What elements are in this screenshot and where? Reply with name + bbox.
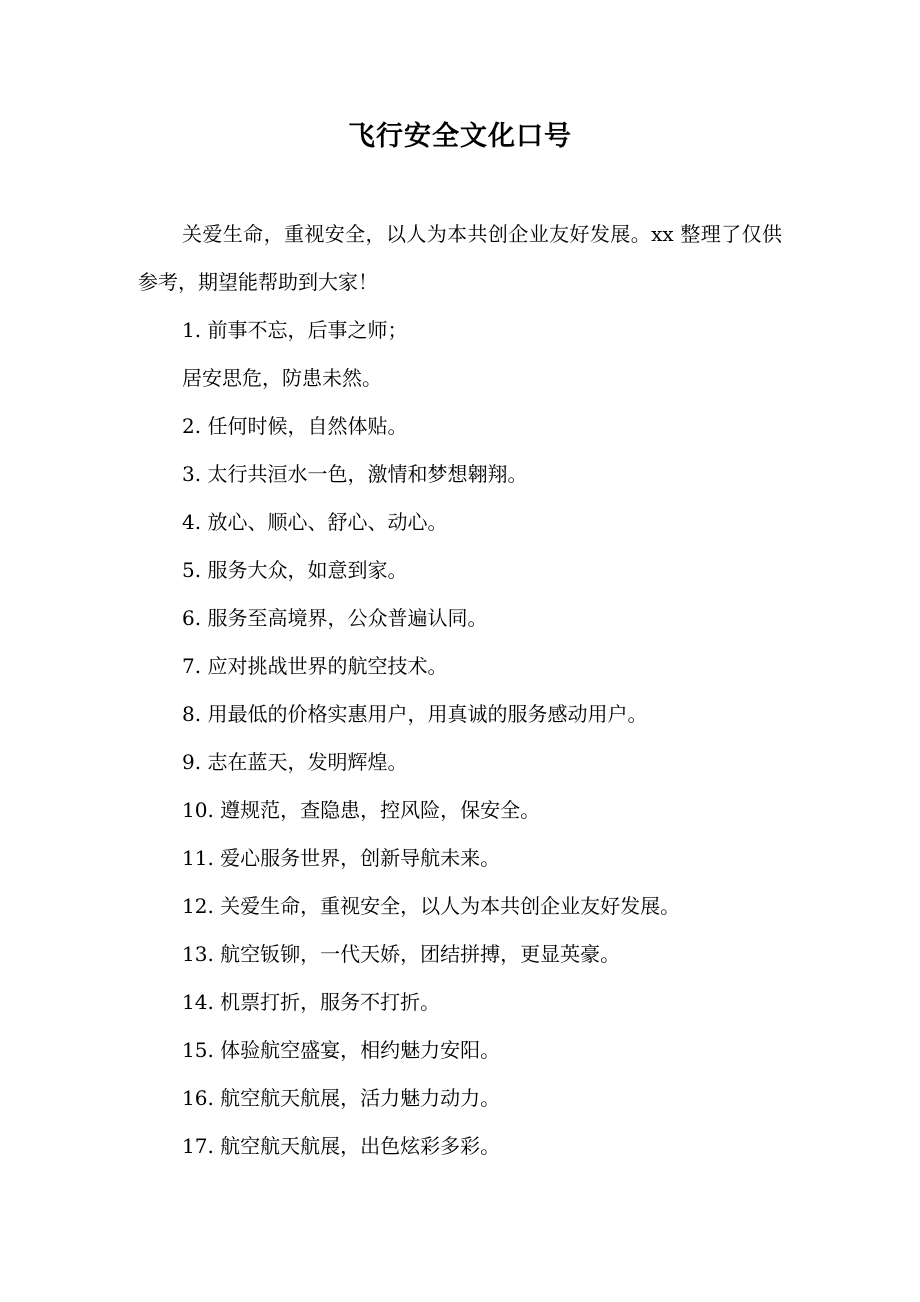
document-title: 飞行安全文化口号	[348, 121, 572, 152]
list-item: 7. 应对挑战世界的航空技术。	[182, 654, 448, 678]
list-item: 3. 太行共洹水一色，激情和梦想翱翔。	[182, 462, 528, 486]
list-item: 15. 体验航空盛宴，相约魅力安阳。	[182, 1038, 501, 1062]
list-item: 5. 服务大众，如意到家。	[182, 558, 408, 582]
list-item: 2. 任何时候，自然体贴。	[182, 414, 408, 438]
slogan-list	[182, 306, 782, 1170]
list-item: 1. 前事不忘，后事之师；	[182, 318, 408, 342]
list-item: 11. 爱心服务世界，创新导航未来。	[182, 846, 501, 870]
list-item: 9. 志在蓝天，发明辉煌。	[182, 750, 408, 774]
list-item: 8. 用最低的价格实惠用户，用真诚的服务感动用户。	[182, 702, 648, 726]
list-item: 居安思危，防患未然。	[182, 366, 382, 390]
list-item: 10. 遵规范，查隐患，控风险，保安全。	[182, 798, 541, 822]
list-item: 13. 航空钣铆，一代天娇，团结拼搏，更显英豪。	[182, 942, 621, 966]
list-item: 17. 航空航天航展，出色炫彩多彩。	[182, 1134, 501, 1158]
list-item: 12. 关爱生命，重视安全，以人为本共创企业友好发展。	[182, 894, 681, 918]
list-item: 14. 机票打折，服务不打折。	[182, 990, 441, 1014]
list-item: 16. 航空航天航展，活力魅力动力。	[182, 1086, 501, 1110]
list-item: 6. 服务至高境界，公众普遍认同。	[182, 606, 488, 630]
intro-paragraph: 关爱生命，重视安全，以人为本共创企业友好发展。xx 整理了仅供参考，期望能帮助到大家！	[138, 222, 782, 294]
list-item: 4. 放心、顺心、舒心、动心。	[182, 510, 448, 534]
